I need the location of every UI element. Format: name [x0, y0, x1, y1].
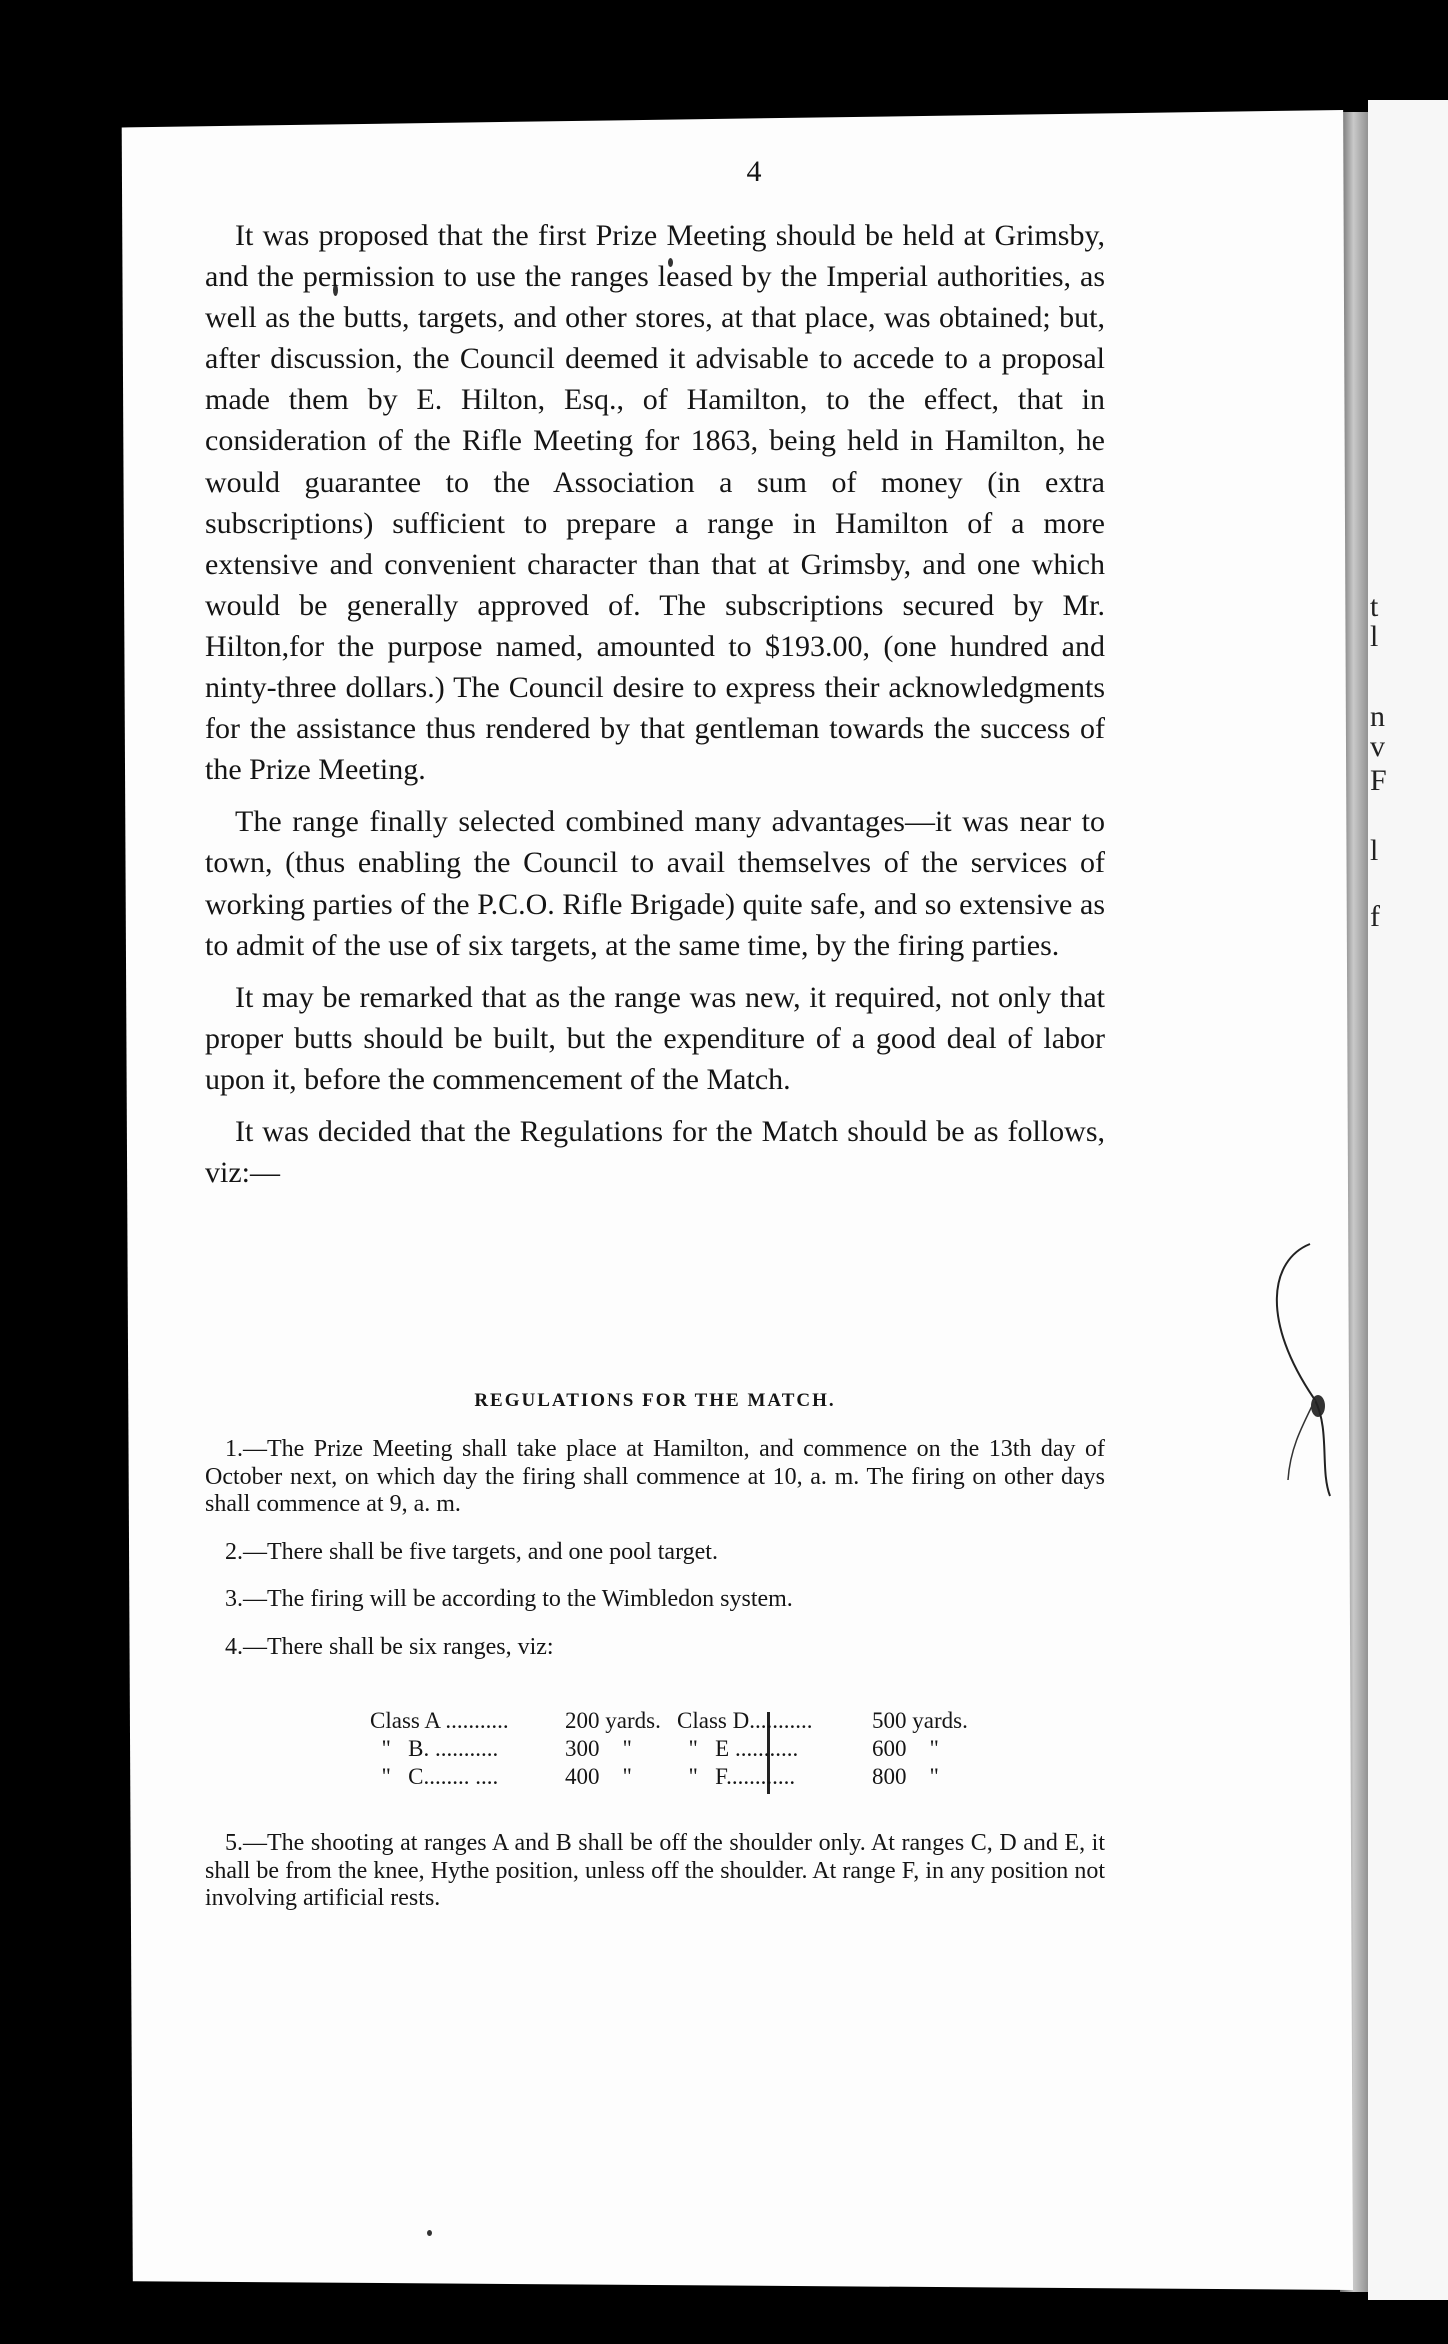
- range-row: [370, 1708, 690, 1736]
- adjacent-page-fragment: v: [1370, 730, 1385, 763]
- adjacent-page: [1368, 100, 1448, 2300]
- range-class: " E ...........: [677, 1736, 804, 1761]
- range-distance: 200 yards.: [565, 1708, 661, 1733]
- thread-mark: [1260, 1240, 1360, 1500]
- range-class: " B. ...........: [370, 1736, 504, 1761]
- range-distance: 300 ": [565, 1736, 632, 1761]
- ink-speck: [427, 2230, 432, 2236]
- ranges-table: [245, 1708, 1005, 1798]
- ranges-column-left: [370, 1708, 690, 1792]
- adjacent-page-fragment: n: [1370, 700, 1385, 733]
- paragraph: It was proposed that the first Prize Meeting should be held at Grimsby, and the permission to use the ranges leased by the Imperial authorities, as well as the butts, targets, and other stores, at that place, was obtained; but, after discussion, the Council deemed it advisable to accede to a proposal made them by E. Hilton, Esq., of Hamilton, to the effect, that in consideration of the Rifle Meeting for 1863, being held in Hamilton, he would guarantee to the Association a sum of money (in extra subscriptions) sufficient to prepare a range in Hamilton of a more extensive and convenient character than that at Grimsby, and one which would be generally approved of. The subscriptions secured by Mr. Hilton,for the purpose named, amounted to $193.00, (one hundred and ninty-three dollars.) The Council desire to express their acknowledgments for the assistance thus rendered by that gentleman towards the success of the Prize Meeting.: [205, 219, 1105, 787]
- range-distance: 400 ": [565, 1764, 632, 1789]
- range-class: Class A ...........: [370, 1708, 515, 1733]
- adjacent-page-fragment: t: [1370, 590, 1379, 623]
- adjacent-page-fragment: F: [1370, 764, 1387, 797]
- regulations-heading: REGULATIONS FOR THE MATCH.: [474, 1390, 836, 1411]
- range-row: [677, 1764, 997, 1792]
- range-row: [370, 1764, 690, 1792]
- range-class: " C........ ....: [370, 1764, 504, 1789]
- regulations-list: [205, 1436, 1105, 1681]
- body-text: [205, 215, 1105, 1204]
- regulation-item: 5.—The shooting at ranges A and B shall be off the shoulder only. At ranges C, D and E, it shall be from the knee, Hythe position, unless off the shoulder. At range F, in any position not involving artificial rests.: [205, 1830, 1105, 1911]
- ranges-column-right: [677, 1708, 997, 1792]
- range-distance: 600 ": [872, 1736, 939, 1761]
- paragraph: It was decided that the Regulations for the Match should be as follows, viz:—: [205, 1114, 1105, 1190]
- range-row: [677, 1736, 997, 1764]
- regulation-item: 3.—The firing will be according to the Wimbledon system.: [225, 1586, 793, 1612]
- range-class: Class D...........: [677, 1708, 819, 1733]
- regulation-item: 1.—The Prize Meeting shall take place at Hamilton, and commence on the 13th day of October next, on which day the firing shall commence at 10, a. m. The firing on other days shall commence at 9, a. m.: [205, 1436, 1105, 1517]
- paragraph: It may be remarked that as the range was new, it required, not only that proper butts should be built, but the expenditure of a good deal of labor upon it, before the commencement of the Match.: [205, 980, 1105, 1096]
- adjacent-page-fragment: l: [1370, 834, 1379, 867]
- range-class: " F............: [677, 1764, 801, 1789]
- page-number: 4: [746, 155, 762, 188]
- range-row: [370, 1736, 690, 1764]
- range-row: [677, 1708, 997, 1736]
- adjacent-page-fragment: l: [1370, 620, 1379, 653]
- range-distance: 800 ": [872, 1764, 939, 1789]
- adjacent-page-fragment: f: [1370, 900, 1380, 933]
- regulation-5: [205, 1830, 1105, 1913]
- range-distance: 500 yards.: [872, 1708, 968, 1733]
- regulation-item: 4.—There shall be six ranges, viz:: [225, 1633, 554, 1660]
- paragraph: The range finally selected combined many advantages—it was near to town, (thus enabling the Council to avail themselves of the services of working parties of the P.C.O. Rifle Brigade) quite safe, and so extensive as to admit of the use of six targets, at the same time, by the firing parties.: [205, 805, 1105, 962]
- regulation-item: 2.—There shall be five targets, and one pool target.: [225, 1538, 718, 1565]
